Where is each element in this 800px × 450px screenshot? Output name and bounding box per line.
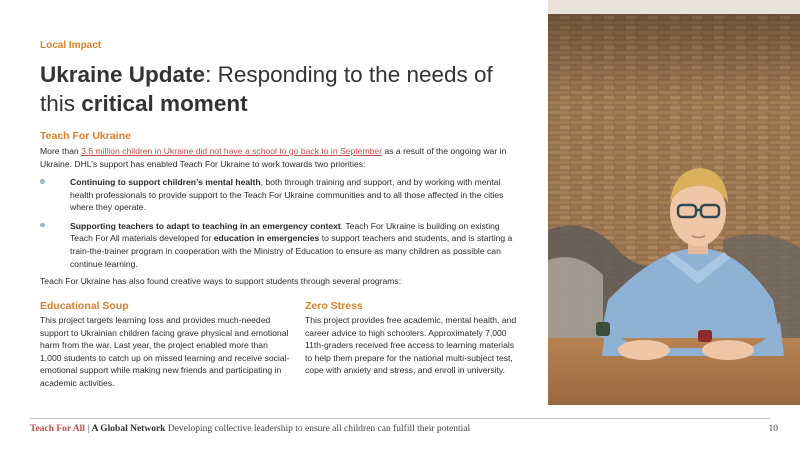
- footer-divider: [30, 418, 770, 419]
- footer-brand: Teach For All: [30, 424, 85, 434]
- program-body-zero-stress: This project provides free academic, mental health, and career advice to high schoolers. Approximately 7,000 11th-graders received free access to learning materials to help them prepare for the national multi-subject test, cope with anxiety and stress, and enroll in university.: [305, 315, 517, 376]
- program-heading-educational-soup: Educational Soup: [40, 300, 129, 312]
- bullet-dot-icon: [40, 179, 45, 184]
- priority-text: , both through training and support, and by working with mental health professionals to provide support to the Teach For Ukraine communities and to all those affected in the cities where they operate.: [70, 177, 504, 213]
- page-number: 10: [768, 424, 778, 434]
- priority-title: Supporting teachers to adapt to teaching in an emergency context: [70, 220, 341, 231]
- program-heading-zero-stress: Zero Stress: [305, 300, 363, 312]
- photo-child-at-desk: [548, 0, 800, 405]
- intro-lead: More than: [40, 146, 82, 156]
- intro-heading: Teach For Ukraine: [40, 130, 131, 142]
- priority-item: [40, 176, 523, 214]
- footer-separator: |: [84, 424, 92, 434]
- footer-tagline: Developing collective leadership to ensure all children can fulfill their potential: [165, 424, 471, 434]
- priority-list: [40, 176, 523, 276]
- programs-intro: Teach For Ukraine has also found creative ways to support students through several programs:: [40, 276, 402, 286]
- priority-item: [40, 220, 523, 270]
- intro-paragraph: [40, 145, 523, 170]
- eyebrow-label: Local Impact: [40, 40, 102, 51]
- footer: [30, 424, 470, 434]
- title-strong: Ukraine Update: [40, 62, 206, 87]
- title-emphasis: critical moment: [81, 91, 248, 116]
- statistic-link[interactable]: 3.6 million children in Ukraine did not have a school to go back to in September: [81, 146, 383, 156]
- intro-tail: as a result of the ongoing war in Ukraine. DHL’s support has enabled Teach For Ukraine to work towards two priorities:: [40, 146, 507, 169]
- bullet-dot-icon: [40, 223, 45, 228]
- priority-emphasis: education in emergencies: [213, 233, 320, 244]
- priority-title: Continuing to support children’s mental health: [70, 177, 261, 187]
- program-body-educational-soup: This project targets learning loss and provides much-needed support to Ukrainian children facing grave physical and emotional harm from the war. Last year, the project enabled more than 1,000 students to catch up on missed learning and receive social- emotional support while making new friends and participating in academic activities.: [40, 315, 290, 388]
- priority-text: to support teachers and students, and is starting a train-the-trainer program in cooperation with the Ministry of Education to ensure as many children as possible can continue learning.: [70, 233, 513, 269]
- title-rest: : Responding to the needs of this: [40, 62, 493, 116]
- page-title: [40, 60, 520, 118]
- priority-text: . Teach For Ukraine is building on existing Teach For All materials developed for: [70, 220, 500, 244]
- footer-network: A Global Network: [91, 424, 166, 434]
